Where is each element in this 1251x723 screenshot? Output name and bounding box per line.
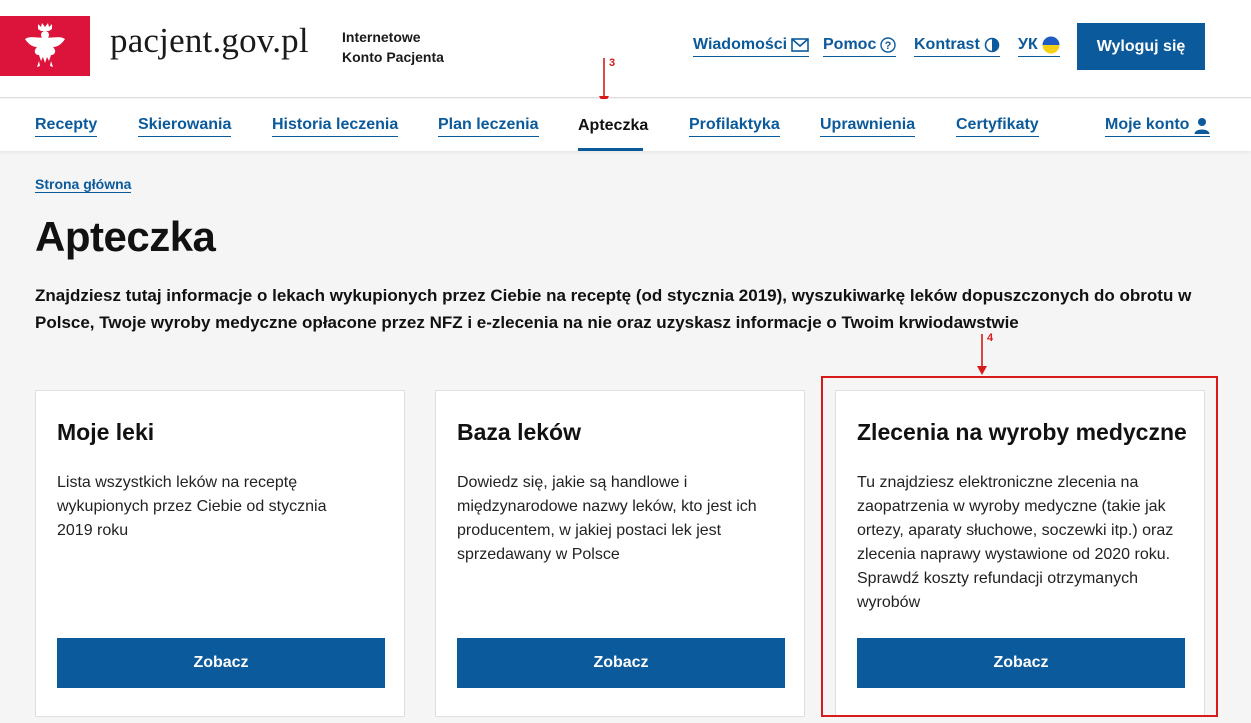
contrast-icon xyxy=(984,37,1000,53)
site-header xyxy=(0,0,1251,98)
card-title: Baza leków xyxy=(457,419,581,445)
nav-item-plan-leczenia[interactable]: Plan leczenia xyxy=(438,115,539,137)
main-nav xyxy=(0,99,1251,151)
card-view-button[interactable]: Zobacz xyxy=(457,638,785,688)
card-view-button[interactable]: Zobacz xyxy=(57,638,385,688)
site-subtitle-line1: Internetowe xyxy=(342,29,421,45)
nav-item-certyfikaty[interactable]: Certyfikaty xyxy=(956,115,1039,137)
card-description: Lista wszystkich leków na receptę wykupionych przez Ciebie od stycznia 2019 roku xyxy=(57,474,327,539)
messages-label: Wiadomości xyxy=(693,36,788,53)
nav-item-account[interactable] xyxy=(1105,115,1210,137)
site-subtitle xyxy=(342,27,444,67)
annotation-marker-4: 4 xyxy=(987,332,994,344)
page-title: Apteczka xyxy=(35,213,216,260)
question-circle-icon xyxy=(880,37,896,53)
breadcrumb-home-link[interactable]: Strona główna xyxy=(35,176,132,192)
logout-button[interactable]: Wyloguj się xyxy=(1077,23,1205,70)
svg-text:?: ? xyxy=(884,40,892,52)
messages-link[interactable] xyxy=(693,35,809,57)
nav-item-historia-leczenia[interactable]: Historia leczenia xyxy=(272,115,398,137)
annotation-marker-3: 3 xyxy=(609,57,616,69)
site-subtitle-line2: Konto Pacjenta xyxy=(342,49,444,65)
account-label: Moje konto xyxy=(1105,116,1190,133)
contrast-link[interactable] xyxy=(914,35,1000,57)
nav-item-skierowania[interactable]: Skierowania xyxy=(138,115,231,137)
contrast-label: Kontrast xyxy=(914,36,980,53)
card-view-button[interactable]: Zobacz xyxy=(857,638,1185,688)
nav-active-indicator xyxy=(578,148,643,151)
language-link[interactable] xyxy=(1018,35,1060,57)
help-link[interactable] xyxy=(823,35,896,57)
card-baza-lekow xyxy=(435,390,805,717)
annotation-highlight-box xyxy=(821,376,1218,717)
user-icon xyxy=(1194,117,1210,134)
annotation-arrow-4-icon xyxy=(976,334,988,376)
envelope-icon xyxy=(791,38,809,52)
card-description: Tu znajdziesz elektroniczne zlecenia na zaopatrzenia w wyroby medyczne (takie jak ortezy, aparaty słuchowe, soczewki itp.) oraz zlecenia naprawy wystawione od 2020 roku. Sprawdź koszty refundacji otrzymanych wyrobów xyxy=(857,474,1174,611)
ukraine-flag-icon xyxy=(1042,36,1060,54)
page-lead-text: Znajdziesz tutaj informacje o lekach wykupionych przez Ciebie na receptę (od stycznia 2019), wyszukiwarkę leków dopuszczonych do obrotu w Polsce, Twoje wyroby medyczne opłacone przez NFZ i e-zlecenia na nie oraz uzyskasz informacje o Twoim krwiodawstwie xyxy=(35,286,1192,332)
nav-item-apteczka[interactable]: Apteczka xyxy=(578,116,649,134)
site-name[interactable]: pacjent.gov.pl xyxy=(110,21,309,60)
polish-eagle-emblem-icon[interactable] xyxy=(0,16,90,76)
nav-item-uprawnienia[interactable]: Uprawnienia xyxy=(820,115,915,137)
card-description: Dowiedz się, jakie są handlowe i międzynarodowe nazwy leków, kto jest ich producentem, w jakiej postaci lek jest sprzedawany w Polsce xyxy=(457,474,757,563)
card-moje-leki xyxy=(35,390,405,717)
language-label: УК xyxy=(1018,36,1038,53)
card-title: Moje leki xyxy=(57,419,155,445)
help-label: Pomoc xyxy=(823,36,877,53)
nav-item-profilaktyka[interactable]: Profilaktyka xyxy=(689,115,780,137)
nav-item-recepty[interactable]: Recepty xyxy=(35,115,97,137)
card-title: Zlecenia na wyroby medyczne xyxy=(857,419,1187,445)
